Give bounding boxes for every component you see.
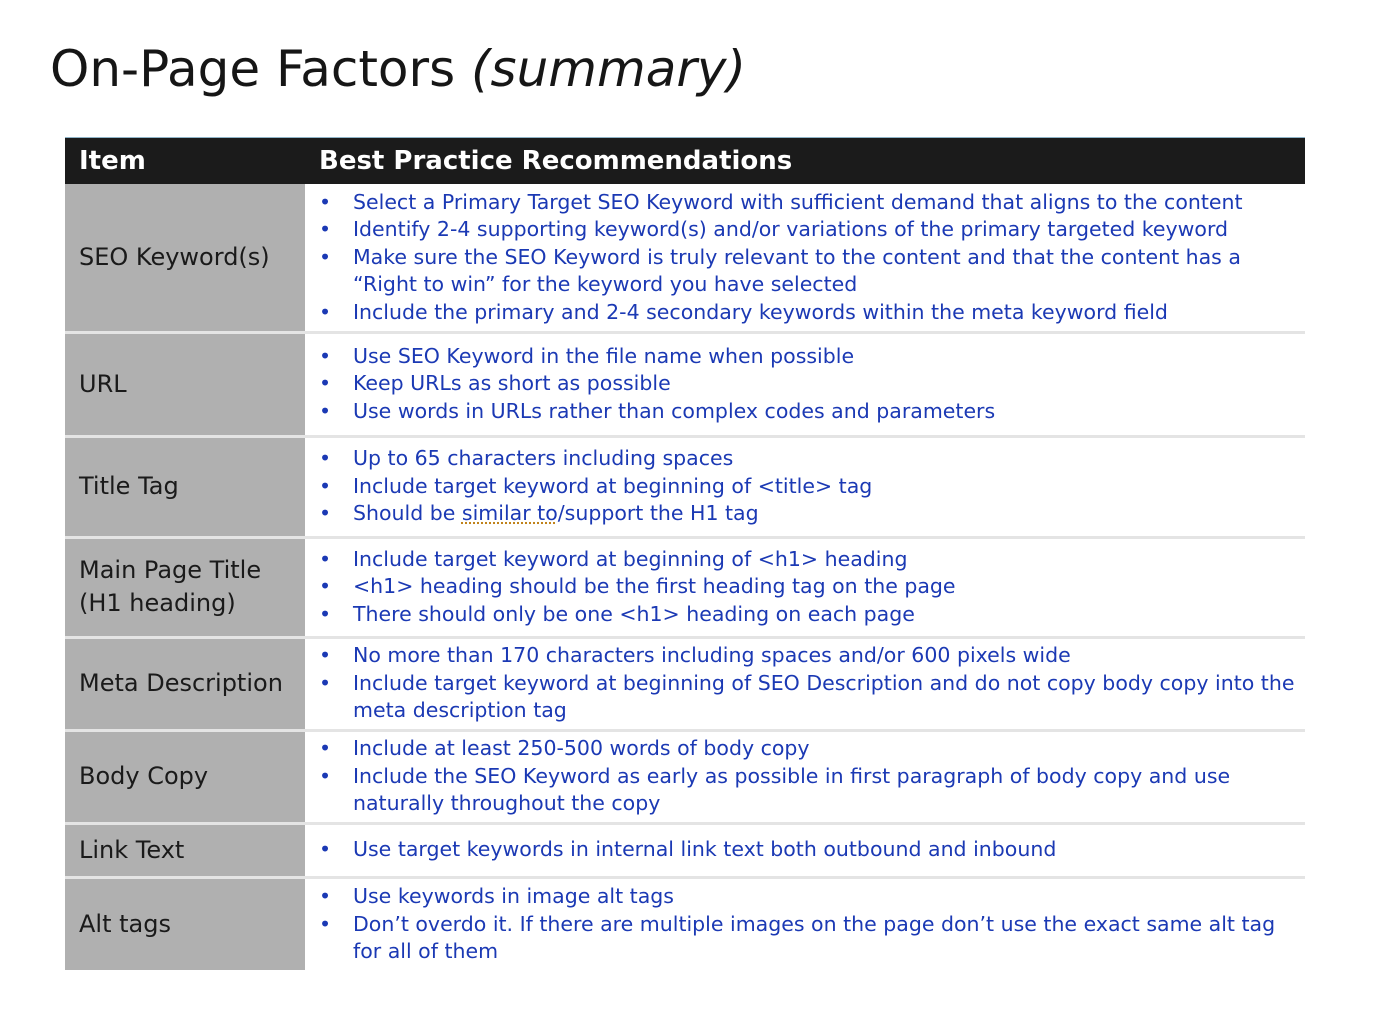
item-cell: Title Tag [65, 436, 305, 537]
item-cell [65, 537, 305, 637]
list-item: • Include the primary and 2-4 secondary keywords within the meta keyword field [319, 299, 1295, 327]
table-row-title-tag [65, 436, 1305, 537]
recommendation-list [305, 836, 1305, 864]
recommendation-cell [305, 730, 1305, 823]
list-item: • Use target keywords in internal link text both outbound and inbound [319, 836, 1295, 864]
table-header-row [65, 138, 1305, 185]
header-recommendations: Best Practice Recommendations [305, 138, 1305, 185]
list-item: • Select a Primary Target SEO Keyword with sufficient demand that aligns to the content [319, 189, 1295, 217]
table-row-body-copy [65, 730, 1305, 823]
list-item: • Up to 65 characters including spaces [319, 445, 1295, 473]
item-cell: Link Text [65, 823, 305, 877]
recommendation-list [305, 642, 1305, 725]
list-item: • There should only be one <h1> heading on each page [319, 601, 1295, 629]
list-item: • Should be similar to/support the H1 tag [319, 500, 1295, 528]
list-item: • Don’t overdo it. If there are multiple images on the page don’t use the exact same alt tag for all of them [319, 911, 1295, 966]
table-row-alt-tags [65, 877, 1305, 970]
spellcheck-underline: similar to [461, 501, 558, 526]
list-item: • Include target keyword at beginning of SEO Description and do not copy body copy into the meta description tag [319, 670, 1295, 725]
recommendation-cell [305, 184, 1305, 332]
recommendation-list [305, 445, 1305, 528]
list-item: • Make sure the SEO Keyword is truly relevant to the content and that the content has a “Right to win” for the keyword you have selected [319, 244, 1295, 299]
recommendation-cell [305, 823, 1305, 877]
item-label-line1: Main Page Title [79, 556, 262, 584]
recommendation-cell [305, 332, 1305, 436]
on-page-factors-table [65, 137, 1305, 970]
list-item: • Use keywords in image alt tags [319, 883, 1295, 911]
list-item: • Use words in URLs rather than complex codes and parameters [319, 398, 1295, 426]
table-row-seo-keywords [65, 184, 1305, 332]
recommendation-cell [305, 436, 1305, 537]
item-label-line2: (H1 heading) [79, 589, 236, 617]
list-item: • Include at least 250-500 words of body copy [319, 735, 1295, 763]
item-cell: URL [65, 332, 305, 436]
table-row-meta-description [65, 637, 1305, 730]
list-item: • Include target keyword at beginning of <h1> heading [319, 546, 1295, 574]
item-cell: SEO Keyword(s) [65, 184, 305, 332]
recommendation-cell [305, 877, 1305, 970]
title-subtitle: (summary) [471, 40, 746, 98]
table-row-link-text [65, 823, 1305, 877]
list-item: • Include the SEO Keyword as early as possible in first paragraph of body copy and use naturally throughout the copy [319, 763, 1295, 818]
table-row-url [65, 332, 1305, 436]
list-item: • Use SEO Keyword in the file name when possible [319, 343, 1295, 371]
recommendation-cell [305, 537, 1305, 637]
item-cell: Body Copy [65, 730, 305, 823]
list-item: • Identify 2-4 supporting keyword(s) and/or variations of the primary targeted keyword [319, 216, 1295, 244]
header-item: Item [65, 138, 305, 185]
recommendation-list [305, 883, 1305, 966]
item-cell: Alt tags [65, 877, 305, 970]
title-main: On-Page Factors [50, 40, 456, 98]
list-item: • Include target keyword at beginning of <title> tag [319, 473, 1295, 501]
list-item: • Keep URLs as short as possible [319, 370, 1295, 398]
recommendation-cell [305, 637, 1305, 730]
list-item: • <h1> heading should be the first heading tag on the page [319, 573, 1295, 601]
table-row-main-page-title [65, 537, 1305, 637]
recommendation-list [305, 189, 1305, 327]
item-cell: Meta Description [65, 637, 305, 730]
page-title [50, 36, 746, 102]
recommendation-list [305, 546, 1305, 629]
list-item: • No more than 170 characters including spaces and/or 600 pixels wide [319, 642, 1295, 670]
recommendation-list [305, 343, 1305, 426]
recommendation-list [305, 735, 1305, 818]
